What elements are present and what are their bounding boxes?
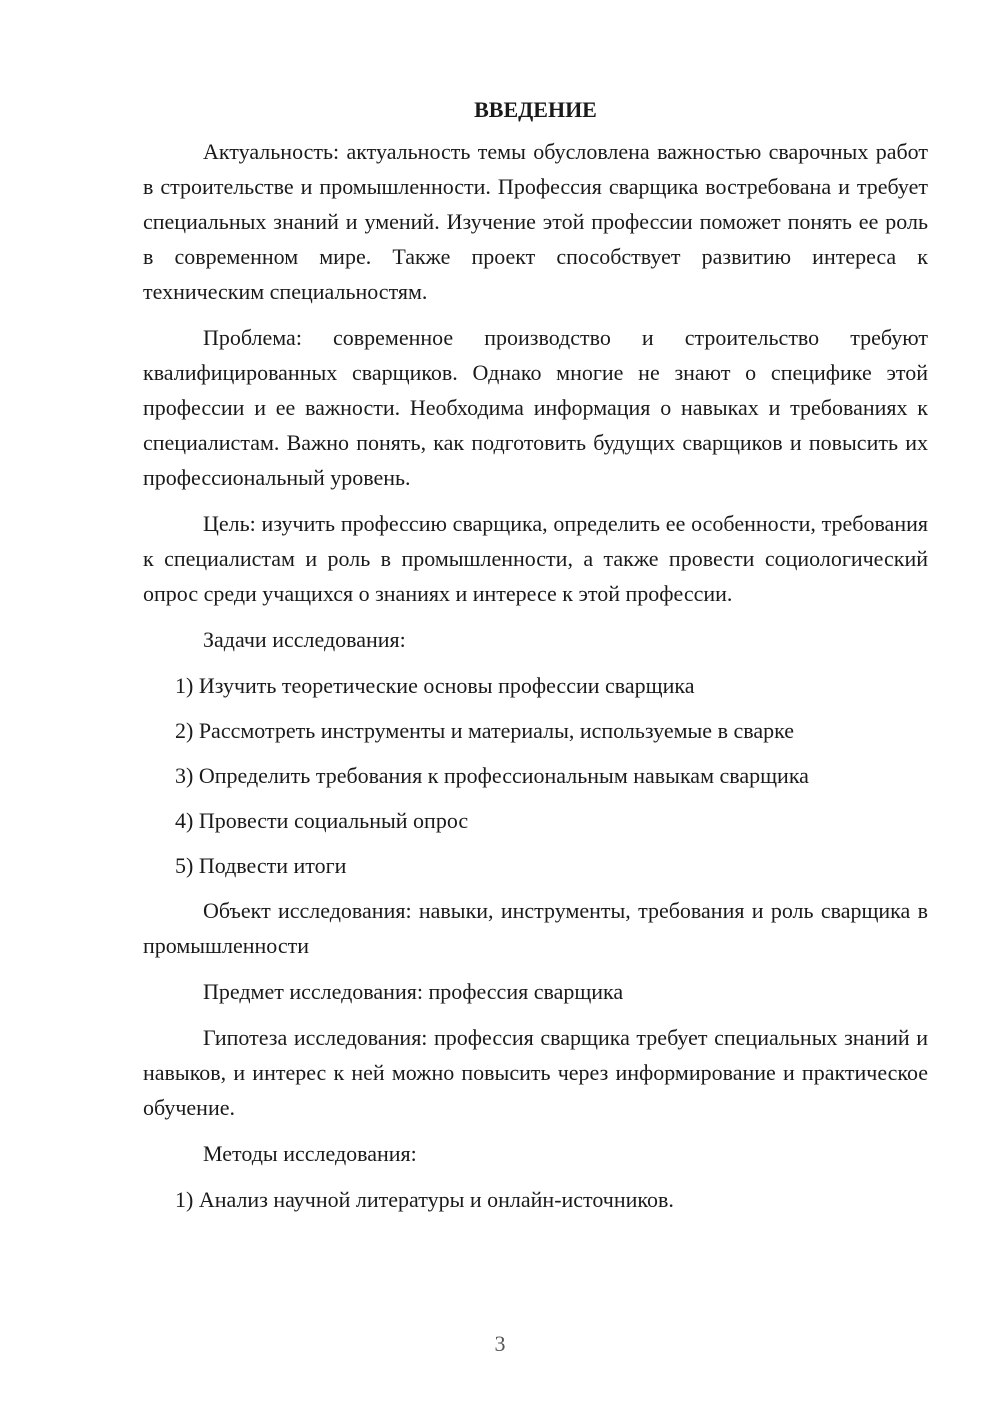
- page-title: ВВЕДЕНИЕ: [474, 97, 597, 122]
- paragraph-subject: Предмет исследования: профессия сварщика: [203, 979, 624, 1004]
- methods-heading: Методы исследования:: [203, 1141, 417, 1166]
- paragraph-hypothesis: Гипотеза исследования: профессия сварщика требует специальных знаний и навыков, и интерес к ней можно повысить через информирование и практическое обучение.: [143, 1025, 928, 1120]
- paragraph-object: Объект исследования: навыки, инструменты, требования и роль сварщика в промышленности: [143, 898, 928, 958]
- paragraph-relevance: Актуальность: актуальность темы обусловлена важностью сварочных работ в строительстве и промышленности. Профессия сварщика востребована и требует специальных знаний и умений. Изучение этой профессии поможет понять ее роль в современном мире. Также проект способствует развитию интереса к техническим специальностям.: [143, 139, 928, 304]
- task-item-4: 4) Провести социальный опрос: [175, 808, 469, 833]
- page-content: [143, 92, 928, 1227]
- paragraph-goal: Цель: изучить профессию сварщика, определить ее особенности, требования к специалистам и роль в промышленности, а также провести социологический опрос среди учащихся о знаниях и интересе к этой профессии.: [143, 511, 928, 606]
- page-number: 3: [494, 1331, 506, 1356]
- task-item-2: 2) Рассмотреть инструменты и материалы, используемые в сварке: [175, 718, 794, 743]
- task-item-3: 3) Определить требования к профессиональным навыкам сварщика: [175, 763, 809, 788]
- task-item-1: 1) Изучить теоретические основы профессии сварщика: [175, 673, 695, 698]
- task-item-5: 5) Подвести итоги: [175, 853, 347, 878]
- tasks-heading: Задачи исследования:: [203, 627, 406, 652]
- method-item-1: 1) Анализ научной литературы и онлайн-источников.: [175, 1187, 674, 1212]
- paragraph-problem: Проблема: современное производство и строительство требуют квалифицированных сварщиков. Однако многие не знают о специфике этой профессии и ее важности. Необходима информация о навыках и требованиях к специалистам. Важно понять, как подготовить будущих сварщиков и повысить их профессиональный уровень.: [143, 325, 928, 490]
